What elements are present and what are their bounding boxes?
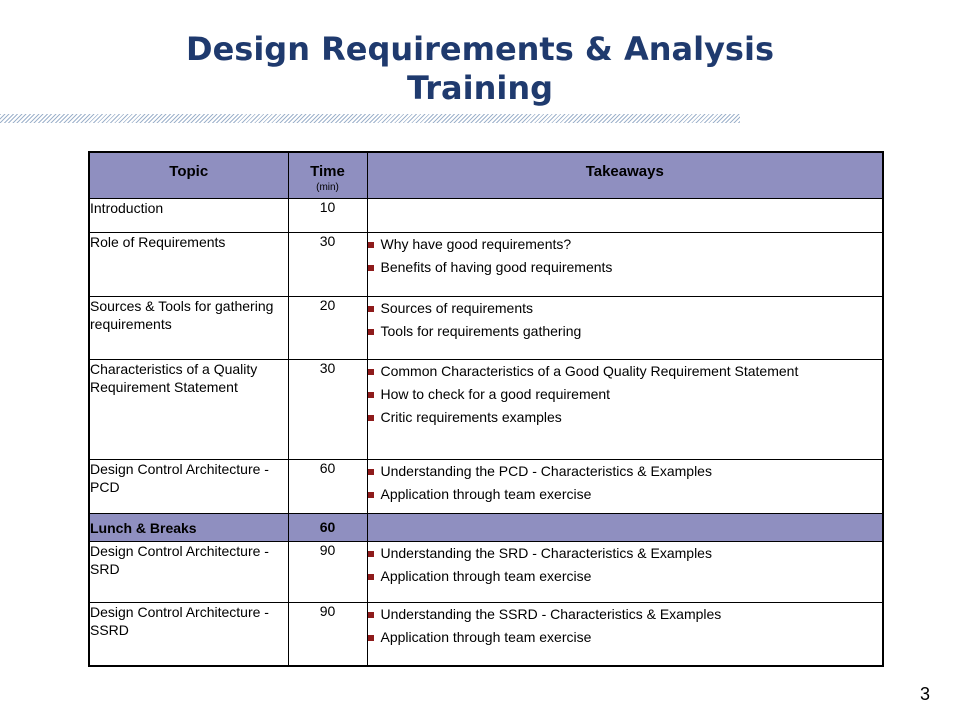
row-takeaways <box>367 359 883 459</box>
takeaway-item: Why have good requirements? <box>368 233 883 256</box>
table-row <box>89 541 883 602</box>
takeaway-item: Application through team exercise <box>368 483 883 506</box>
agenda-table <box>88 151 884 667</box>
title-divider <box>0 114 740 123</box>
row-topic: Characteristics of a Quality Requirement Statement <box>89 359 288 459</box>
takeaway-item: Sources of requirements <box>368 297 883 320</box>
header-time-unit: (min) <box>316 182 339 193</box>
row-time: 10 <box>288 198 367 232</box>
table-row <box>89 459 883 513</box>
slide-title-line-1: Design Requirements & Analysis <box>186 30 774 68</box>
takeaway-item: Understanding the SSRD - Characteristics & Examples <box>368 603 883 626</box>
slide-title <box>0 30 960 108</box>
takeaway-item: Application through team exercise <box>368 565 883 588</box>
table-row <box>89 198 883 232</box>
row-takeaways <box>367 602 883 666</box>
header-time-label: Time <box>310 163 345 180</box>
slide-title-line-2: Training <box>406 69 554 107</box>
row-time: 60 <box>288 513 367 541</box>
takeaway-item: How to check for a good requirement <box>368 383 883 406</box>
row-topic: Introduction <box>89 198 288 232</box>
row-takeaways <box>367 513 883 541</box>
row-topic: Design Control Architecture - PCD <box>89 459 288 513</box>
takeaway-item: Critic requirements examples <box>368 406 883 429</box>
row-takeaways <box>367 541 883 602</box>
takeaway-item: Common Characteristics of a Good Quality Requirement Statement <box>368 360 883 383</box>
row-time: 30 <box>288 359 367 459</box>
row-time: 90 <box>288 602 367 666</box>
header-time <box>288 152 367 198</box>
row-topic: Design Control Architecture - SSRD <box>89 602 288 666</box>
row-takeaways <box>367 232 883 296</box>
row-takeaways <box>367 198 883 232</box>
table-row-lunch <box>89 513 883 541</box>
header-topic: Topic <box>89 152 288 198</box>
row-time: 90 <box>288 541 367 602</box>
table-row <box>89 359 883 459</box>
row-time: 20 <box>288 296 367 359</box>
takeaway-item: Understanding the PCD - Characteristics & Examples <box>368 460 883 483</box>
table-header-row <box>89 152 883 198</box>
takeaway-item: Benefits of having good requirements <box>368 256 883 279</box>
row-time: 30 <box>288 232 367 296</box>
table-row <box>89 602 883 666</box>
takeaway-item: Application through team exercise <box>368 626 883 649</box>
row-topic: Sources & Tools for gathering requirements <box>89 296 288 359</box>
row-topic: Design Control Architecture - SRD <box>89 541 288 602</box>
row-topic: Role of Requirements <box>89 232 288 296</box>
header-takeaways: Takeaways <box>367 152 883 198</box>
row-takeaways <box>367 296 883 359</box>
page-number: 3 <box>919 684 930 704</box>
table-row <box>89 296 883 359</box>
row-topic: Lunch & Breaks <box>89 513 288 541</box>
table-row <box>89 232 883 296</box>
takeaway-item: Understanding the SRD - Characteristics & Examples <box>368 542 883 565</box>
takeaway-item: Tools for requirements gathering <box>368 320 883 343</box>
row-takeaways <box>367 459 883 513</box>
row-time: 60 <box>288 459 367 513</box>
